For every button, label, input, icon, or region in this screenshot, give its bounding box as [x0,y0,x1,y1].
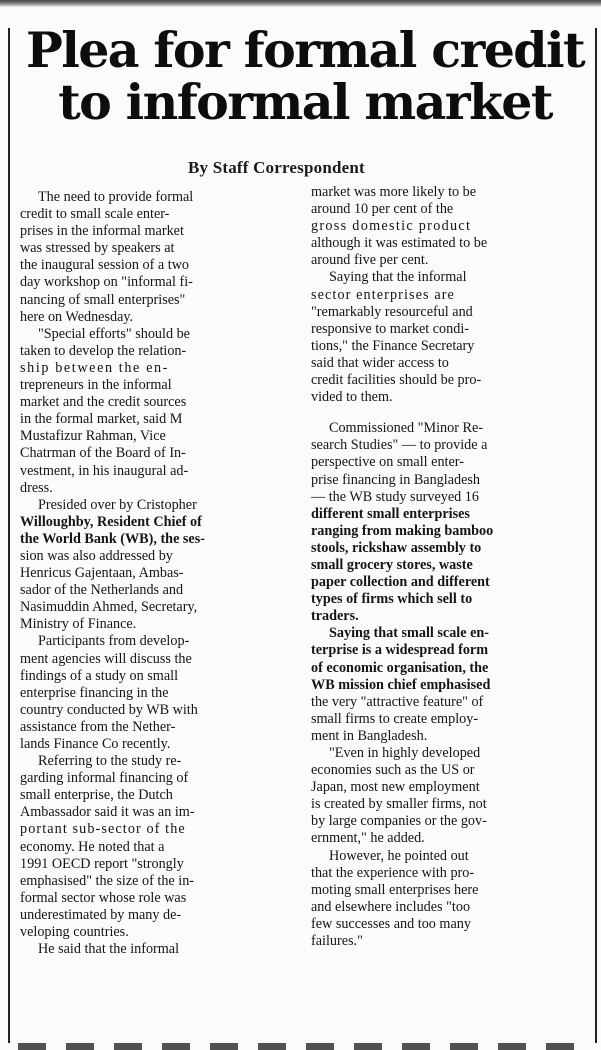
paragraph [20,753,292,941]
text-line: small grocery stores, waste [311,556,473,573]
text-line: The need to provide formal [38,189,194,205]
text-line: veloping countries. [20,924,129,941]
text-line: portant sub-sector of the [20,821,186,838]
text-line: dress. [20,479,53,496]
left-column-rule [8,28,10,1043]
text-line: responsive to market condi- [311,320,469,337]
text-line: Ministry of Finance. [20,616,137,633]
text-line: stools, rickshaw assembly to [311,539,482,556]
text-line: perspective on small enter- [311,454,464,471]
text-line: types of firms which sell to [311,591,473,608]
text-line: gross domestic product [311,218,472,235]
text-line: enterprise financing in the [20,684,169,701]
byline: By Staff Correspondent [188,158,365,177]
text-line: credit facilities should be pro- [311,372,482,389]
text-line: moting small enterprises here [311,881,479,898]
headline-line: to informal market [58,73,552,131]
text-line: although it was estimated to be [311,235,488,252]
text-line: market was more likely to be [311,184,477,200]
text-line: vided to them. [311,389,393,406]
paragraph [20,941,292,958]
text-line: underestimated by many de- [20,906,182,923]
text-line: nancing of small enterprises" [20,291,186,308]
text-line: few successes and too many [311,915,471,932]
text-line: is created by smaller firms, not [311,796,487,813]
paragraph [20,326,292,497]
article-right-column [311,184,581,950]
text-line: "remarkably resourceful and [311,303,473,320]
text-line: — the WB study surveyed 16 [311,488,479,505]
headline-line: Plea for formal credit [25,21,585,79]
text-line: sador of the Netherlands and [20,582,184,599]
text-line: He said that the informal [38,941,180,958]
text-line: Referring to the study re- [38,753,182,770]
right-column-rule [595,28,597,1043]
headline [20,21,590,131]
text-line: failures." [311,933,363,950]
text-line: sector enterprises are [311,286,455,303]
text-line: However, he pointed out [329,847,469,864]
paragraph [311,269,581,406]
text-line: and elsewhere includes "too [311,898,471,915]
text-line: Saying that the informal [329,269,467,286]
text-line: said that wider access to [311,354,449,371]
text-line: around five per cent. [311,252,429,269]
text-line: assistance from the Nether- [20,718,176,735]
text-line: emphasised" the size of the in- [20,872,195,889]
text-line: "Even in highly developed [329,745,481,761]
text-line: ernment," he added. [311,830,425,847]
text-line: here on Wednesday. [20,308,134,325]
text-line: market and the credit sources [20,394,187,411]
text-line: paper collection and different [311,574,490,591]
text-line: credit to small scale enter- [20,206,170,223]
text-line: country conducted by WB with [20,701,198,718]
text-line: day workshop on "informal fi- [20,274,193,291]
text-line: was stressed by speakers at [20,240,175,257]
text-line: traders. [311,608,359,625]
text-line: ranging from making bamboo [311,522,494,539]
text-line: tions," the Finance Secretary [311,337,475,354]
text-line: that the experience with pro- [311,864,475,881]
text-line: Japan, most new employment [311,779,480,796]
text-line: formal sector whose role was [20,889,187,906]
text-line: Saying that small scale en- [329,625,490,642]
text-line: economies such as the US or [311,762,475,779]
top-cut-strip [0,0,601,7]
text-line: the World Bank (WB), the ses- [20,530,205,547]
text-line: Presided over by Cristopher [38,496,197,513]
text-line: 1991 OECD report "strongly [20,855,184,872]
text-line: economy. He noted that a [20,838,165,855]
paragraph [20,189,292,326]
text-line: Mustafizur Rahman, Vice [20,428,166,445]
text-line: sion was also addressed by [20,547,173,564]
text-line: Participants from develop- [38,633,190,650]
paragraph [311,848,581,951]
paragraph [20,633,292,753]
text-line: WB mission chief emphasised [311,676,491,693]
text-line: small firms to create employ- [311,710,479,727]
text-line: of economic organisation, the [311,659,489,676]
text-line: "Special efforts" should be [38,325,190,342]
text-line: by large companies or the gov- [311,813,487,830]
text-line: Ambassador said it was an im- [20,804,195,821]
bottom-cut-strip [18,1043,583,1050]
text-line: ment in Bangladesh. [311,727,428,744]
text-line: Willoughby, Resident Chief of [20,513,202,530]
paragraph-gap [311,406,581,420]
text-line: lands Finance Co recently. [20,736,171,752]
text-line: prise financing in Bangladesh [311,471,481,488]
text-line: search Studies" — to provide a [311,437,488,454]
text-line: findings of a study on small [20,667,179,684]
text-line: different small enterprises [311,505,470,522]
text-line: vestment, in his inaugural ad- [20,462,189,479]
text-line: ship between the en- [20,359,170,376]
text-line: taken to develop the relation- [20,342,187,359]
text-line: around 10 per cent of the [311,201,454,218]
text-line: trepreneurs in the informal [20,377,172,394]
paragraph [311,420,581,625]
text-line: ment agencies will discuss the [20,650,192,667]
text-line: small enterprise, the Dutch [20,787,173,804]
paragraph [311,745,581,848]
text-line: Chatrman of the Board of In- [20,445,186,462]
text-line: in the formal market, said M [20,411,183,428]
text-line: terprise is a widespread form [311,642,489,659]
article-left-column [20,189,292,958]
text-line: the very "attractive feature" of [311,693,484,710]
paragraph [20,497,292,634]
paragraph [311,625,581,745]
text-line: Commissioned "Minor Re- [329,420,483,437]
text-line: prises in the informal market [20,223,184,240]
text-line: the inaugural session of a two [20,257,190,274]
text-line: Henricus Gajentaan, Ambas- [20,565,184,582]
text-line: Nasimuddin Ahmed, Secretary, [20,599,198,616]
paragraph [311,184,581,269]
text-line: garding informal financing of [20,770,189,787]
